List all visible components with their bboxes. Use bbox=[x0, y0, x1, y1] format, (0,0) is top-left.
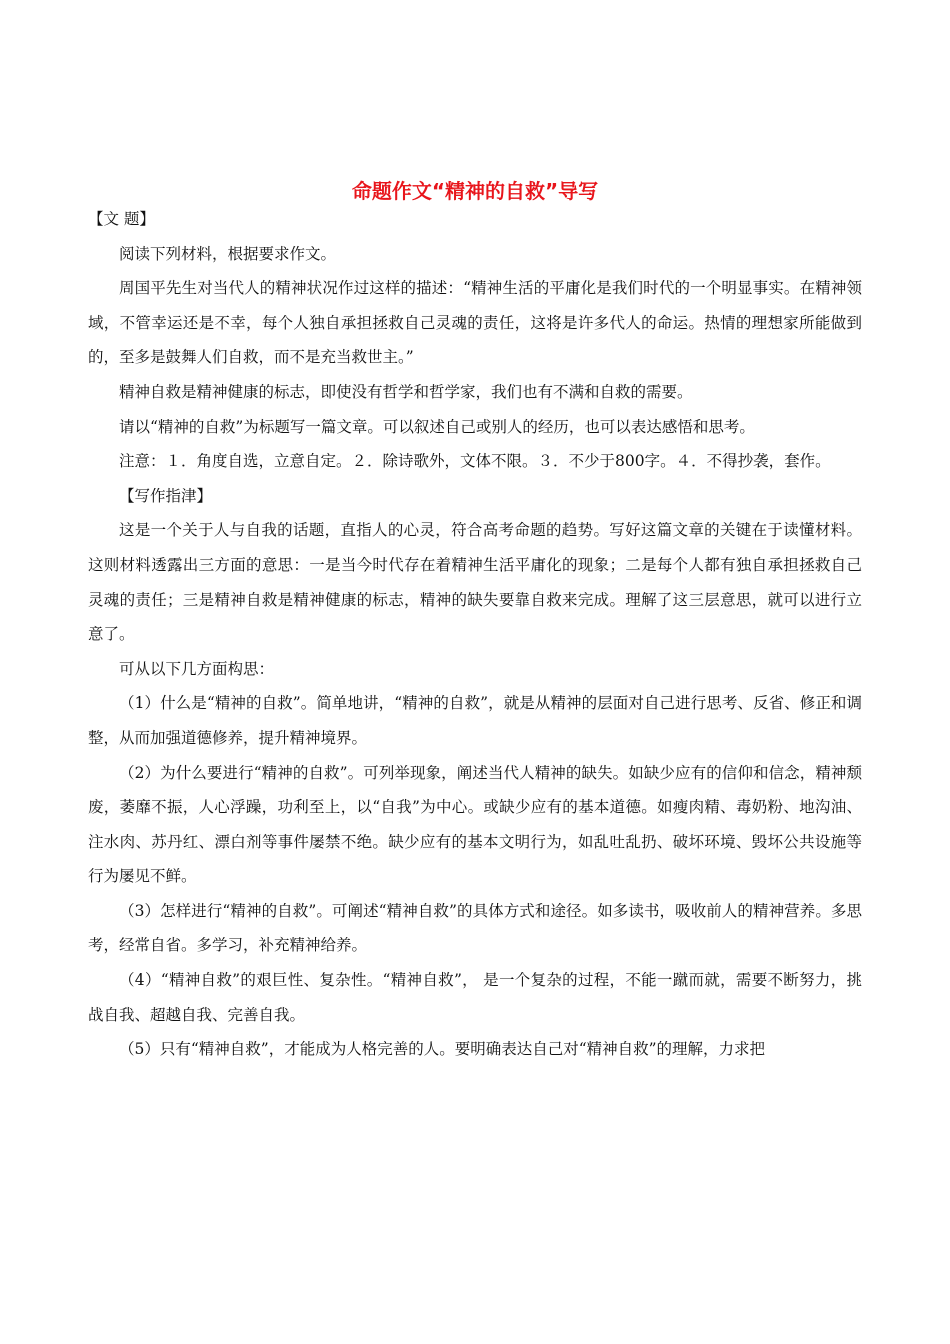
page-title: 命题作文“精神的自救”导写 bbox=[351, 179, 599, 203]
paragraph-quote: 周国平先生对当代人的精神状况作过这样的描述：“精神生活的平庸化是我们时代的一个明显事实。在精神领域，不管幸运还是不幸，每个人独自承担拯救自己灵魂的责任，这将是许多代人的命运。热情的理想家所能做到的，至多是鼓舞人们自救，而不是充当救世主。” bbox=[88, 279, 862, 367]
section-label-writing-guide: 【写作指津】 bbox=[119, 486, 213, 505]
paragraph-point-5: （5）只有“精神自救”，才能成为人格完善的人。要明确表达自己对“精神自救”的理解，力求把 bbox=[119, 1040, 766, 1059]
paragraph-point-3: （3）怎样进行“精神的自救”。可阐述“精神自救”的具体方式和途径。如多读书，吸收前人的精神营养。多思考，经常自省。多学习，补充精神给养。 bbox=[88, 901, 862, 955]
paragraph-notes: 注意：１．角度自选，立意自定。２．除诗歌外，文体不限。３．不少于800字。４．不得抄袭，套作。 bbox=[119, 452, 831, 471]
paragraph-task: 请以“精神的自救”为标题写一篇文章。可以叙述自己或别人的经历，也可以表达感悟和思考。 bbox=[119, 417, 755, 436]
paragraph-analysis: 这是一个关于人与自我的话题，直指人的心灵，符合高考命题的趋势。写好这篇文章的关键在于读懂材料。这则材料透露出三方面的意思：一是当今时代存在着精神生活平庸化的现象；二是每个人都有独自承担拯救自己灵魂的责任；三是精神自救是精神健康的标志，精神的缺失要靠自救来完成。理解了这三层意思，就可以进行立意了。 bbox=[88, 521, 862, 644]
section-label-topic: 【文 题】 bbox=[88, 210, 155, 228]
paragraph-instruction: 阅读下列材料，根据要求作文。 bbox=[119, 244, 337, 263]
document-body bbox=[88, 202, 862, 1067]
paragraph-point-2: （2）为什么要进行“精神的自救”。可列举现象，阐述当代人精神的缺失。如缺少应有的信仰和信念，精神颓废，萎靡不振，人心浮躁，功利至上，以“自我”为中心。或缺少应有的基本道德。如瘦肉精、毒奶粉、地沟油、注水肉、苏丹红、漂白剂等事件屡禁不绝。缺少应有的基本文明行为，如乱吐乱扔、破坏环境、毁坏公共设施等行为屡见不鲜。 bbox=[88, 763, 862, 886]
paragraph-point-4: （4）“精神自救”的艰巨性、复杂性。“精神自救”， 是一个复杂的过程，不能一蹴而就，需要不断努力，挑战自我、超越自我、完善自我。 bbox=[88, 971, 862, 1024]
paragraph-point-1: （1）什么是“精神的自救”。简单地讲，“精神的自救”，就是从精神的层面对自己进行思考、反省、修正和调整，从而加强道德修养，提升精神境界。 bbox=[88, 694, 862, 747]
paragraph-approach: 可从以下几方面构思： bbox=[119, 659, 275, 678]
paragraph-self-rescue: 精神自救是精神健康的标志，即使没有哲学和哲学家，我们也有不满和自救的需要。 bbox=[119, 382, 693, 401]
